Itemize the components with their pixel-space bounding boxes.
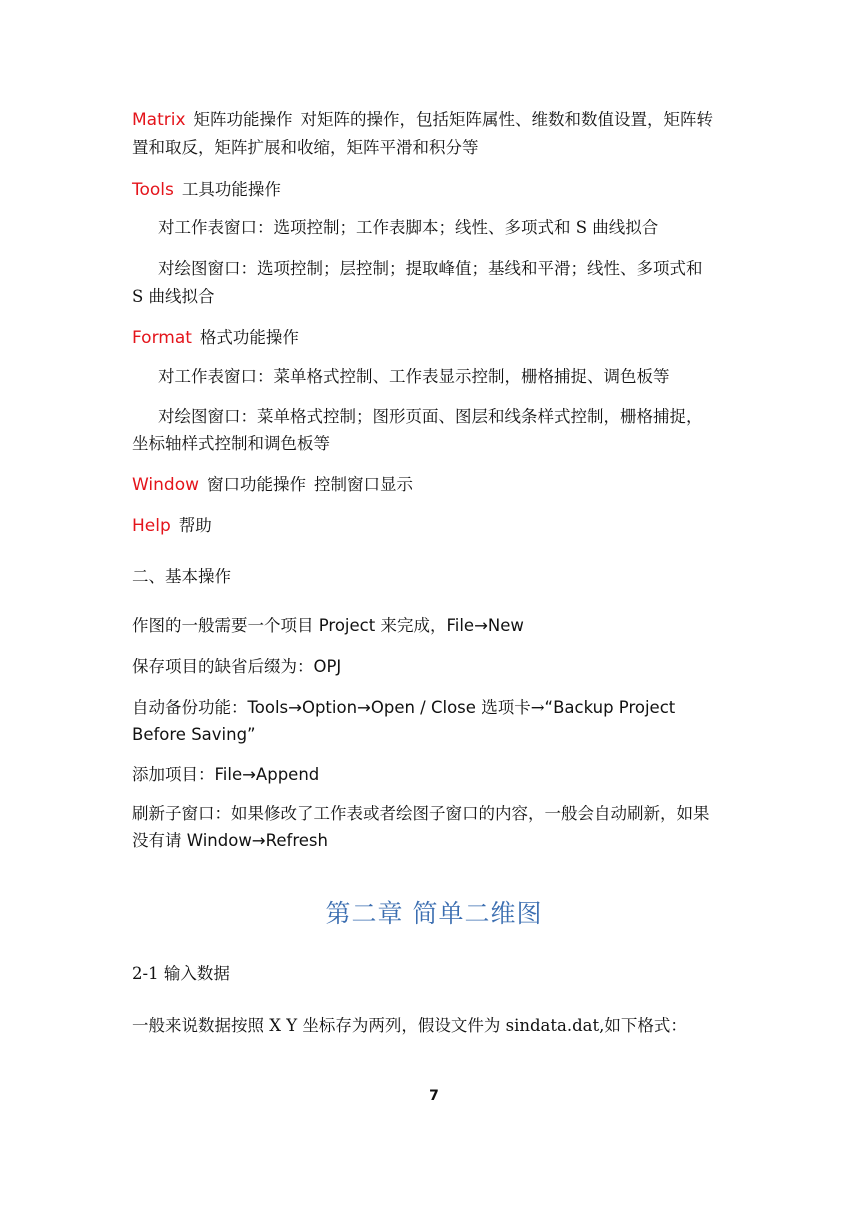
basic-ops-line3: [132, 696, 675, 720]
line1-path: File→New: [446, 616, 524, 635]
tools-worksheet: 对工作表窗口：选项控制；工作表脚本；线性、多项式和 S 曲线拟合: [158, 218, 659, 237]
page-number: 7: [429, 1088, 439, 1104]
matrix-desc-line2: 置和取反，矩阵扩展和收缩，矩阵平滑和积分等: [132, 138, 479, 157]
format-graph-line1: 对绘图窗口：菜单格式控制；图形页面、图层和线条样式控制，栅格捕捉，: [158, 407, 703, 426]
help-entry: [132, 514, 212, 538]
format-graph-line2: 坐标轴样式控制和调色板等: [132, 434, 330, 453]
tools-graph-line1: 对绘图窗口：选项控制；层控制；提取峰值；基线和平滑；线性、多项式和: [158, 259, 703, 278]
tools-graph-line2: S 曲线拟合: [132, 287, 215, 306]
basic-ops-heading: 二、基本操作: [132, 567, 231, 586]
line1-en: Project: [318, 616, 376, 635]
tools-entry: [132, 178, 281, 202]
line5-path: Window→Refresh: [186, 831, 328, 850]
window-keyword: Window: [132, 475, 200, 495]
line1-mid: 来完成，: [380, 616, 447, 635]
line3-path: Tools→Option→Open / Close: [247, 698, 476, 717]
format-title: 格式功能操作: [199, 328, 299, 347]
basic-ops-line1: [132, 614, 524, 638]
matrix-entry: [132, 108, 713, 132]
matrix-title: 矩阵功能操作: [193, 110, 293, 129]
window-title: 窗口功能操作: [207, 475, 307, 494]
line3-quote: “Backup Project: [544, 698, 676, 717]
tools-title: 工具功能操作: [181, 180, 281, 199]
basic-ops-line4: [132, 763, 319, 787]
basic-ops-line5: 刷新子窗口：如果修改了工作表或者绘图子窗口的内容，一般会自动刷新，如果: [132, 804, 710, 823]
line2-en: OPJ: [313, 657, 342, 676]
section-heading: 2-1 输入数据: [132, 964, 230, 983]
matrix-desc-line1: 对矩阵的操作，包括矩阵属性、维数和数值设置，矩阵转: [300, 110, 714, 129]
line3-pre: 自动备份功能：: [132, 698, 248, 717]
chapter-title: 第二章 简单二维图: [325, 899, 543, 928]
help-keyword: Help: [132, 516, 171, 536]
basic-ops-line2: [132, 655, 341, 679]
window-entry: [132, 473, 413, 497]
format-entry: [132, 326, 299, 350]
format-worksheet: 对工作表窗口：菜单格式控制、工作表显示控制，栅格捕捉、调色板等: [158, 367, 670, 386]
tools-keyword: Tools: [132, 180, 174, 200]
matrix-keyword: Matrix: [132, 110, 186, 130]
line1-pre: 作图的一般需要一个项目: [132, 616, 314, 635]
line5-pre: 没有请: [132, 831, 182, 850]
line2-pre: 保存项目的缺省后缀为：: [132, 657, 314, 676]
section-text: 一般来说数据按照 X Y 坐标存为两列，假设文件为 sindata.dat,如下格式：: [132, 1016, 687, 1035]
basic-ops-line3-cont: Before Saving”: [132, 725, 256, 744]
format-keyword: Format: [132, 328, 192, 348]
basic-ops-line5-cont: [132, 829, 328, 853]
line4-pre: 添加项目：: [132, 765, 215, 784]
window-desc: 控制窗口显示: [314, 475, 414, 494]
line3-mid: 选项卡→: [481, 698, 545, 717]
help-title: 帮助: [178, 516, 212, 535]
line4-path: File→Append: [214, 765, 320, 784]
